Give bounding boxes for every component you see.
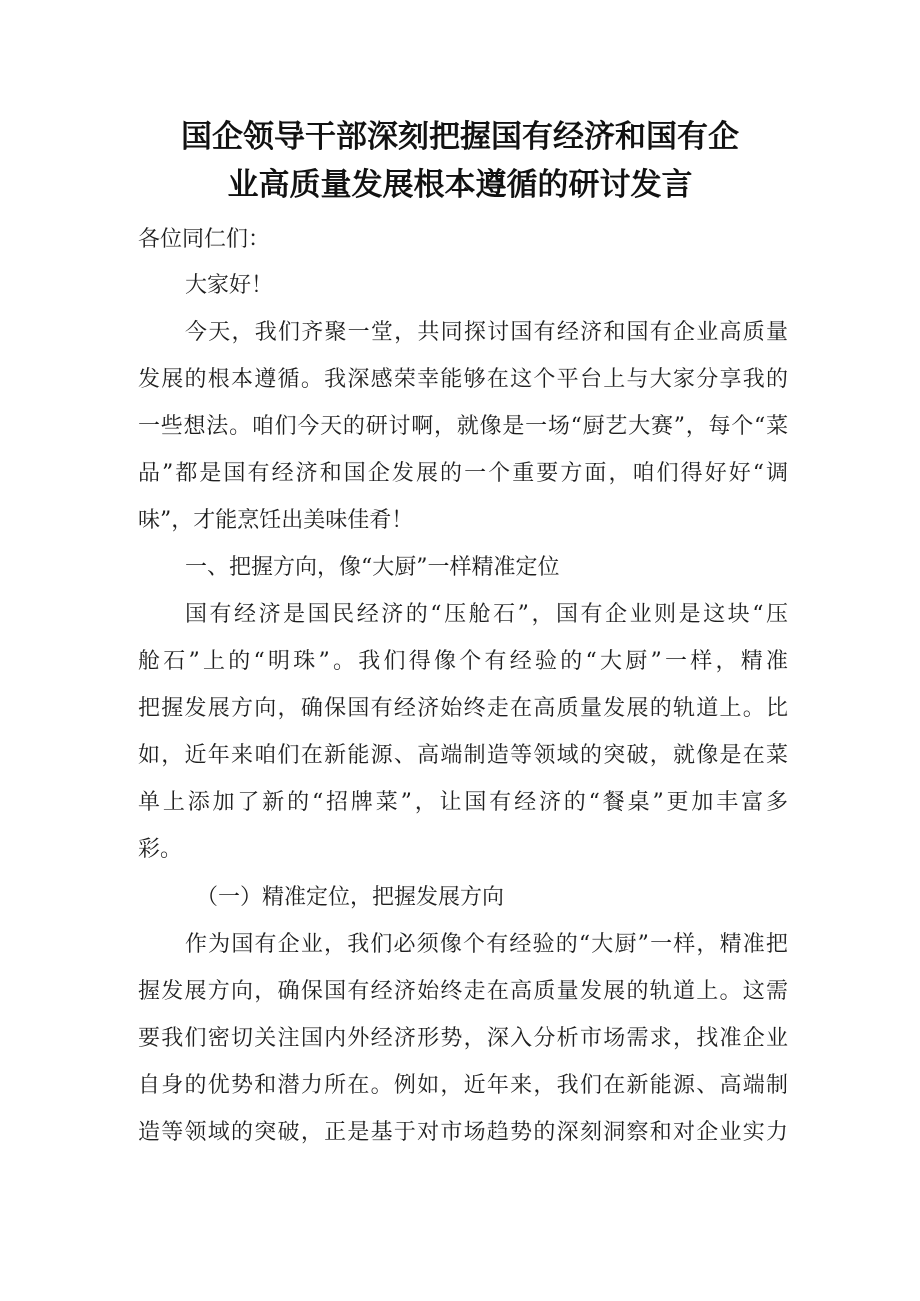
paragraph-line: 品”都是国有经济和国企发展的一个重要方面，咱们得好好“调 bbox=[138, 461, 791, 486]
paragraph-line: 握发展方向，确保国有经济始终走在高质量发展的轨道上。这需 bbox=[138, 979, 790, 1004]
paragraph-line: 国有经济是国民经济的“压舱石”，国有企业则是这块“压 bbox=[185, 602, 791, 627]
paragraph-line: 一些想法。咱们今天的研讨啊，就像是一场“厨艺大赛”，每个“菜 bbox=[138, 414, 789, 439]
paragraph-line: 如，近年来咱们在新能源、高端制造等领域的突破，就像是在菜 bbox=[138, 743, 790, 768]
subsection-heading: （一）精准定位，把握发展方向 bbox=[196, 885, 505, 910]
paragraph-line: 彩。 bbox=[138, 837, 183, 862]
paragraph-line: 发展的根本遵循。我深感荣幸能够在这个平台上与大家分享我的 bbox=[138, 367, 790, 392]
paragraph-line: 今天，我们齐聚一堂，共同探讨国有经济和国有企业高质量 bbox=[185, 320, 790, 345]
paragraph-line: 自身的优势和潜力所在。例如，近年来，我们在新能源、高端制 bbox=[138, 1073, 790, 1098]
paragraph-line: 造等领域的突破，正是基于对市场趋势的深刻洞察和对企业实力 bbox=[138, 1120, 790, 1145]
section-heading: 一、把握方向，像“大厨”一样精准定位 bbox=[185, 555, 560, 580]
document-title-line-1: 国企领导干部深刻把握国有经济和国有企 bbox=[181, 119, 739, 155]
paragraph-line: 味”，才能烹饪出美味佳肴！ bbox=[138, 508, 414, 533]
salutation: 各位同仁们： bbox=[138, 227, 271, 252]
paragraph-line: 单上添加了新的“招牌菜”，让国有经济的“餐桌”更加丰富多 bbox=[138, 790, 791, 815]
paragraph-line: 舱石”上的“明珠”。我们得像个有经验的“大厨”一样，精准 bbox=[138, 649, 792, 674]
paragraph-line: 作为国有企业，我们必须像个有经验的“大厨”一样，精准把 bbox=[185, 932, 790, 957]
greeting: 大家好！ bbox=[185, 273, 274, 298]
document-title-line-2: 业高质量发展根本遵循的研讨发言 bbox=[227, 167, 693, 203]
paragraph-line: 把握发展方向，确保国有经济始终走在高质量发展的轨道上。比 bbox=[138, 696, 790, 721]
paragraph-line: 要我们密切关注国内外经济形势，深入分析市场需求，找准企业 bbox=[138, 1026, 790, 1051]
